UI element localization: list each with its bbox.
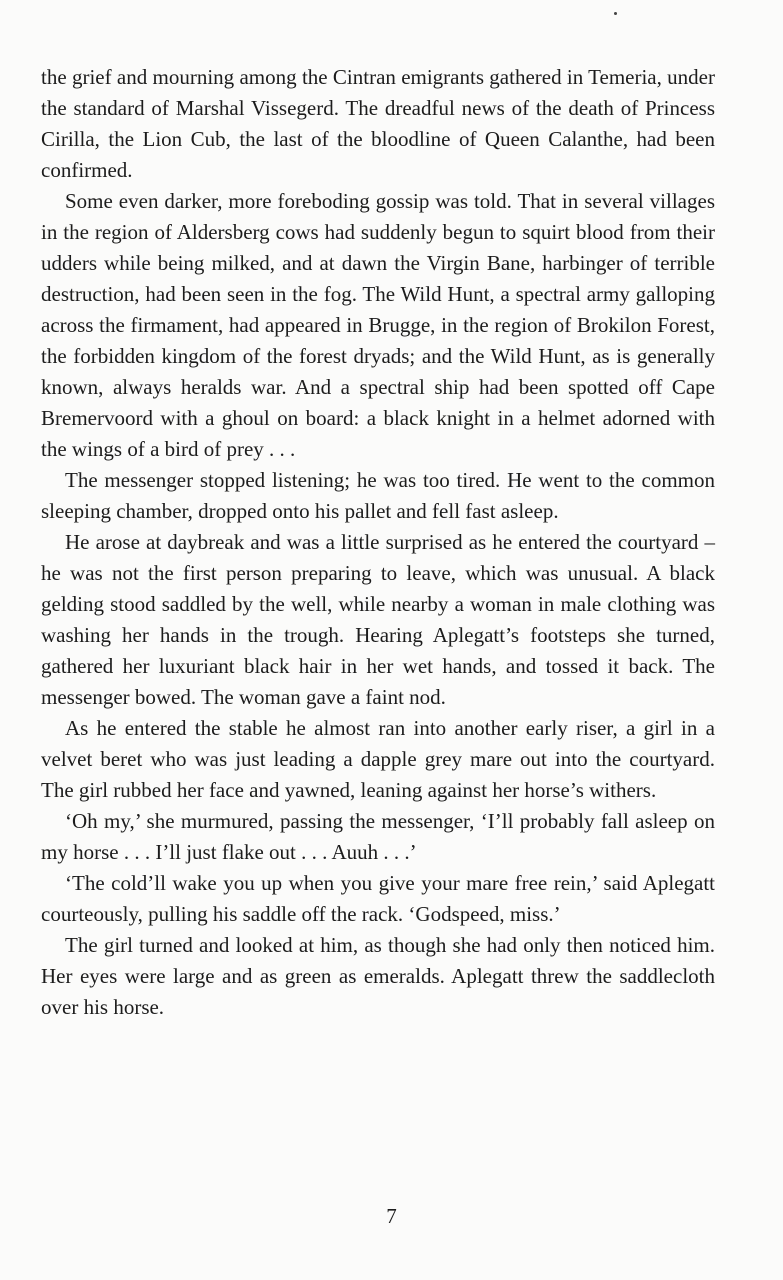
paragraph: The girl turned and looked at him, as though she had only then noticed him. Her eyes were large and as green as emeralds. Aplegatt threw the saddlecloth over his horse.	[41, 933, 715, 1019]
paragraph: He arose at daybreak and was a little surprised as he entered the courtyard – he was not the first person preparing to leave, which was unusual. A black gelding stood saddled by the well, while nearby a woman in male clothing was washing her hands in the trough. Hearing Aplegatt’s footsteps she turned, gathered her luxuriant black hair in her wet hands, and tossed it back. The messenger bowed. The woman gave a faint nod.	[41, 530, 715, 709]
paragraph-continued: the grief and mourning among the Cintran emigrants gathered in Temeria, under the standard of Marshal Vissegerd. The dreadful news of the death of Princess Cirilla, the Lion Cub, the last of the bloodline of Queen Calanthe, had been confirmed.	[41, 65, 715, 182]
paragraph: Some even darker, more foreboding gossip was told. That in several villages in the region of Aldersberg cows had suddenly begun to squirt blood from their udders while being milked, and at dawn the Virgin Bane, harbinger of terrible destruction, had been seen in the fog. The Wild Hunt, a spectral army galloping across the firmament, had appeared in Brugge, in the region of Brokilon Forest, the forbidden kingdom of the forest dryads; and the Wild Hunt, as is generally known, always heralds war. And a spectral ship had been spotted off Cape Bremervoord with a ghoul on board: a black knight in a helmet adorned with the wings of a bird of prey . . .	[41, 189, 715, 461]
ink-speck	[614, 12, 617, 15]
paragraph: ‘Oh my,’ she murmured, passing the messenger, ‘I’ll probably fall asleep on my horse . . . I’ll just flake out . . . Auuh . . .’	[41, 809, 715, 864]
body-text	[41, 62, 715, 1023]
paragraph: As he entered the stable he almost ran into another early riser, a girl in a velvet beret who was just leading a dapple grey mare out into the courtyard. The girl rubbed her face and yawned, leaning against her horse’s withers.	[41, 716, 715, 802]
paragraph: ‘The cold’ll wake you up when you give your mare free rein,’ said Aplegatt courteously, pulling his saddle off the rack. ‘Godspeed, miss.’	[41, 871, 715, 926]
page-number: 7	[386, 1204, 397, 1228]
paragraph: The messenger stopped listening; he was too tired. He went to the common sleeping chamber, dropped onto his pallet and fell fast asleep.	[41, 468, 715, 523]
